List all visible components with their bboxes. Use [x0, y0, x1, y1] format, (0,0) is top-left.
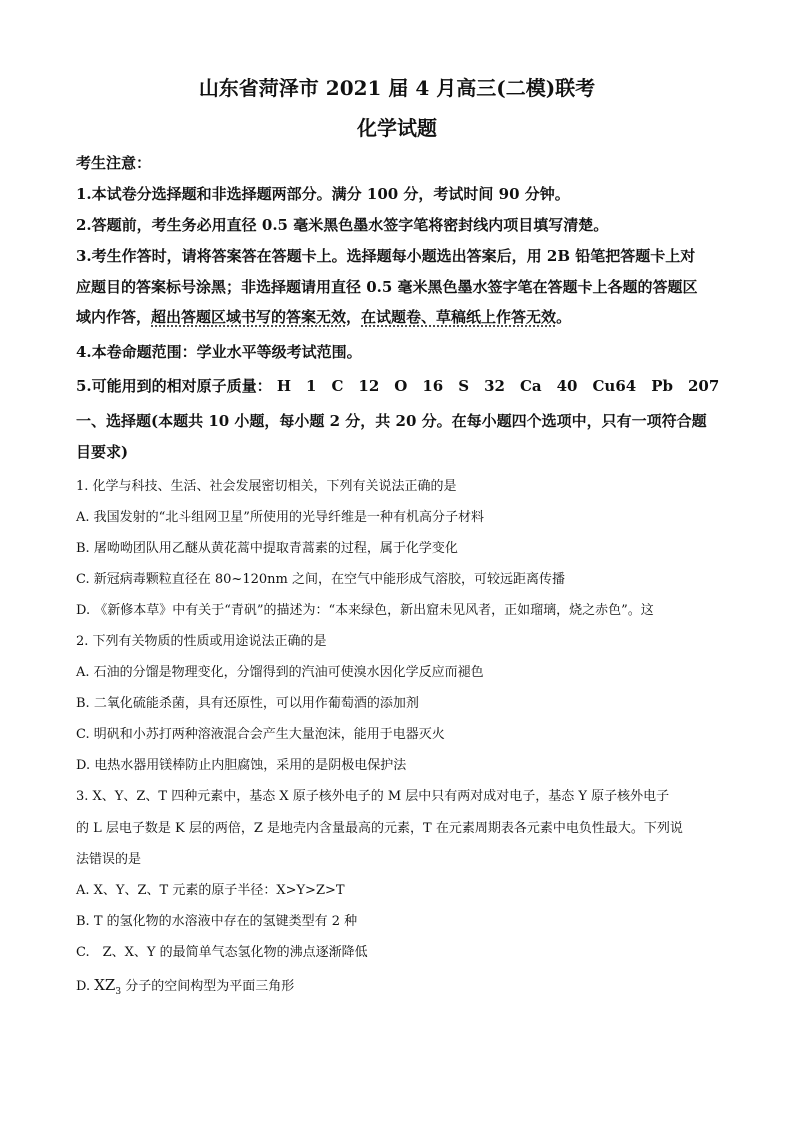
notice-item-3-part-a: 域内作答，: [76, 308, 152, 326]
question-2-option-d: D. 电热水器用镁棒防止内胆腐蚀，采用的是阴极电保护法: [76, 758, 407, 773]
notice-item-3-part-e: 。: [556, 308, 572, 326]
notice-item-3-emphasis-2: 在试题卷、草稿纸上作答无效: [361, 308, 557, 326]
question-3-option-a: A. X、Y、Z、T 元素的原子半径：X>Y>Z>T: [76, 883, 345, 898]
formula-subscript: 3: [115, 987, 122, 997]
question-2-option-a: A. 石油的分馏是物理变化，分馏得到的汽油可使溴水因化学反应而褪色: [76, 665, 484, 680]
question-3-option-c: C. Z、X、Y 的最简单气态氢化物的沸点逐渐降低: [76, 945, 368, 960]
notice-item-3-line-3: [76, 306, 571, 327]
notice-item-4: 4.本卷命题范围：学业水平等级考试范围。: [76, 343, 362, 361]
page-title: 山东省菏泽市 2021 届 4 月高三(二模)联考: [198, 76, 596, 100]
question-3-stem-line-2: 的 L 层电子数是 K 层的两倍，Z 是地壳内含量最高的元素，T 在元素周期表各元素中电负性最大。下列说: [76, 821, 683, 836]
section-heading-line-1: 一、选择题(本题共 10 小题，每小题 2 分，共 20 分。在每小题四个选项中，只有一项符合题: [76, 412, 707, 430]
question-3-option-b: B. T 的氢化物的水溶液中存在的氢键类型有 2 种: [76, 914, 358, 929]
notice-item-3-line-1: 3.考生作答时，请将答案答在答题卡上。选择题每小题选出答案后，用 2B 铅笔把答题卡上对: [76, 247, 696, 265]
formula-base: XZ: [94, 976, 116, 994]
question-3-stem-line-1: 3. X、Y、Z、T 四种元素中，基态 X 原子核外电子的 M 层中只有两对成对电子，基态 Y 原子核外电子: [76, 789, 670, 804]
question-2-option-b: B. 二氧化硫能杀菌，具有还原性，可以用作葡萄酒的添加剂: [76, 696, 419, 711]
question-1-option-a: A. 我国发射的“北斗组网卫星”所使用的光导纤维是一种有机高分子材料: [76, 510, 484, 525]
question-3-stem-line-3: 法错误的是: [76, 852, 142, 867]
question-2-option-c: C. 明矾和小苏打两种溶液混合会产生大量泡沫，能用于电器灭火: [76, 727, 445, 742]
question-3-option-d-prefix: D.: [76, 979, 95, 994]
question-2-stem: 2. 下列有关物质的性质或用途说法正确的是: [76, 634, 327, 649]
notice-item-3-line-2: 应题目的答案标号涂黑；非选择题请用直径 0.5 毫米黑色墨水签字笔在答题卡上各题的答题区: [76, 278, 698, 296]
question-3-option-d: [76, 975, 294, 997]
question-1-option-b: B. 屠呦呦团队用乙醚从黄花蒿中提取青蒿素的过程，属于化学变化: [76, 541, 458, 556]
notice-item-2: 2.答题前，考生务必用直径 0.5 毫米黑色墨水签字笔将密封线内项目填写清楚。: [76, 216, 609, 234]
notice-label: 考生注意：: [76, 154, 152, 172]
notice-item-1: 1.本试卷分选择题和非选择题两部分。满分 100 分，考试时间 90 分钟。: [76, 185, 570, 203]
question-1-stem: 1. 化学与科技、生活、社会发展密切相关，下列有关说法正确的是: [76, 479, 457, 494]
notice-item-3-part-c: ，: [346, 308, 362, 326]
notice-item-3-emphasis-1: 超出答题区域书写的答案无效: [151, 308, 347, 326]
question-1-option-c: C. 新冠病毒颗粒直径在 80~120nm 之间，在空气中能形成气溶胶，可较远距离传播: [76, 572, 565, 587]
section-heading-line-2: 目要求): [76, 443, 129, 461]
notice-item-5: 5.可能用到的相对原子质量： H 1 C 12 O 16 S 32 Ca 40 Cu64 Pb 207: [76, 377, 720, 395]
page-subtitle: 化学试题: [357, 116, 437, 140]
question-3-option-d-suffix: 分子的空间构型为平面三角形: [121, 979, 295, 994]
question-3-formula: [94, 976, 122, 997]
question-1-option-d: D. 《新修本草》中有关于“青矾”的描述为：“本来绿色，新出窟未见风者，正如瑠璃，烧之赤色”。这: [76, 603, 654, 618]
